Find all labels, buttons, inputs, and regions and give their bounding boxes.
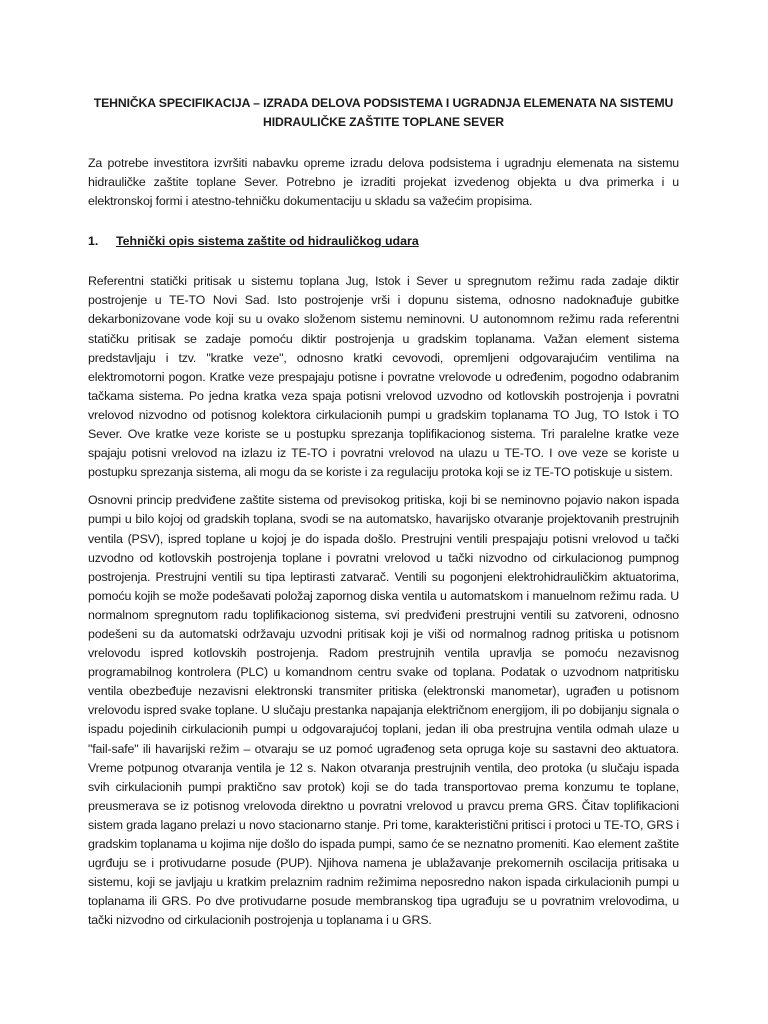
section-number: 1. — [88, 234, 99, 249]
intro-paragraph: Za potrebe investitora izvršiti nabavku opreme izradu delova podsistema i ugradnju elemenata na sistemu hidrauličke zaštite toplane Sever. Potrebno je izraditi projekat izvedenog objekta u dva primerka i u elektronskoj formi i atestno-tehničku dokumentaciju u skladu sa važećim propisima. — [88, 156, 679, 209]
body-paragraph-2: Osnovni princip predviđene zaštite sistema od previsokog pritiska, koji bi se neminovno pojavio nakon ispada pumpi u bilo kojoj od gradskih toplana, svodi se na automatsko, havarijsko otvaranje projektovanih prestrujnih ventila (PSV), ispred toplane u kojoj je do ispada došlo. Prestrujni ventili prespajaju potisni vrelovod u tački uzvodno od kotlovskih postrojenja toplane i povratni vrelovod u tački nizvodno od cirkulacionog pumpnog postrojenja. Prestrujni ventili su tipa leptirasti zatvarač. Ventili su pogonjeni elektrohidrauličkim aktuatorima, pomoću kojih se može podešavati položaj zapornog diska ventila u automatskom i manuelnom režimu rada. U normalnom spregnutom radu toplifikacionog sistema, svi predviđeni prestrujni ventili su zatvoreni, odnosno podešeni su da automatski održavaju uzvodni pritisak koji je viši od normalnog radnog pritiska u potisnom vrelovodu ispred kotlovskih postrojenja. Radom prestrujnih ventila upravlja se pomoću nezavisnog programabilnog kontrolera (PLC) u komandnom centru svake od toplana. Podatak o uzvodnom natpritisku ventila obezbeđuje nezavisni elektronski transmiter pritiska (elektronski manometar), ugrađen u potisnom vrelovodu ispred svake toplane. U slučaju prestanka napajanja električnom energijom, ili po dobijanju signala o ispadu pojedinih cirkulacionih pumpi u odgovarajućoj toplani, jedan ili oba prestrujna ventila odmah ulaze u "fail-safe" ili havarijski režim – otvaraju se uz pomoć ugrađenog seta opruga koje su sastavni deo aktuatora. Vreme potpunog otvaranja ventila je 12 s. Nakon otvaranja prestrujnih ventila, deo protoka (u slučaju ispada svih cirkulacionih pumpi praktično sav protok) koji se do tada transportovao prema konzumu te toplane, preusmerava se iz potisnog vrelovoda direktno u povratni vrelovod u pravcu prema GRS. Čitav toplifikacioni sistem grada lagano prelazi u novo stacionarno stanje. Pri tome, karakteristični pritisci i protoci u TE-TO, GRS i gradskim toplanama u kojima nije došlo do ispada pumpi, samo će se neznatno promeniti. Kao element zaštite ugrđuju se i protivudarne posude (PUP). Njihova namena je ublažavanje prekomernih oscilacija pritisaka u sistemu, koji se javljaju u kratkim prelaznim radnim režimima neposredno nakon ispada cirkulacionih pumpi u toplanama ili GRS. Po dve protivudarne posude membranskog tipa ugrađuju se u povratnim vrelovodima, u tački nizvodno od cirkulacionih postrojenja u toplanama i u GRS. — [88, 493, 679, 928]
body-paragraph-1: Referentni statički pritisak u sistemu toplana Jug, Istok i Sever u spregnutom režimu rada zadaje diktir postrojenje u TE-TO Novi Sad. Isto postrojenje vrši i dopunu sistema, odnosno nadoknađuje gubitke dekarbonizovane vode koji su u ovako složenom sistemu neminovni. U autonomnom režimu rada referentni statičku pritisak se zadaje pomoću diktir postrojenja u gradskim toplanama. Važan element sistema predstavljaju i tzv. "kratke veze", odnosno kratki cevovodi, opremljeni odgovarajućim ventilima na elektromotorni pogon. Kratke veze prespajaju potisne i povratne vrelovode u određenim, pogodno odabranim tačkama sistema. Po jedna kratka veza spaja potisni vrelovod uzvodno od kotlovskih postrojenja i povratni vrelovod nizvodno od potisnog kolektora cirkulacionih pumpi u gradskim toplanama TO Jug, TO Istok i TO Sever. Ove kratke veze koriste se u postupku sprezanja toplifikacionog sistema. Tri paralelne kratke veze spajaju potisni vrelovod na izlazu iz TE-TO i povratni vrelovod na ulazu u TE-TO. I ove veze se koriste u postupku sprezanja sistema, ali mogu da se koriste i za regulaciju protoka koji se iz TE-TO potiskuje u sistem. — [88, 274, 679, 480]
section-title: Tehnički opis sistema zaštite od hidrauličkog udara — [116, 234, 419, 249]
section-heading — [88, 232, 679, 251]
document-title: TEHNIČKA SPECIFIKACIJA – IZRADA DELOVA PODSISTEMA I UGRADNJA ELEMENATA NA SISTEMU HIDRAULIČKE ZAŠTITE TOPLANE SEVER — [93, 96, 674, 129]
document-page — [88, 94, 679, 939]
